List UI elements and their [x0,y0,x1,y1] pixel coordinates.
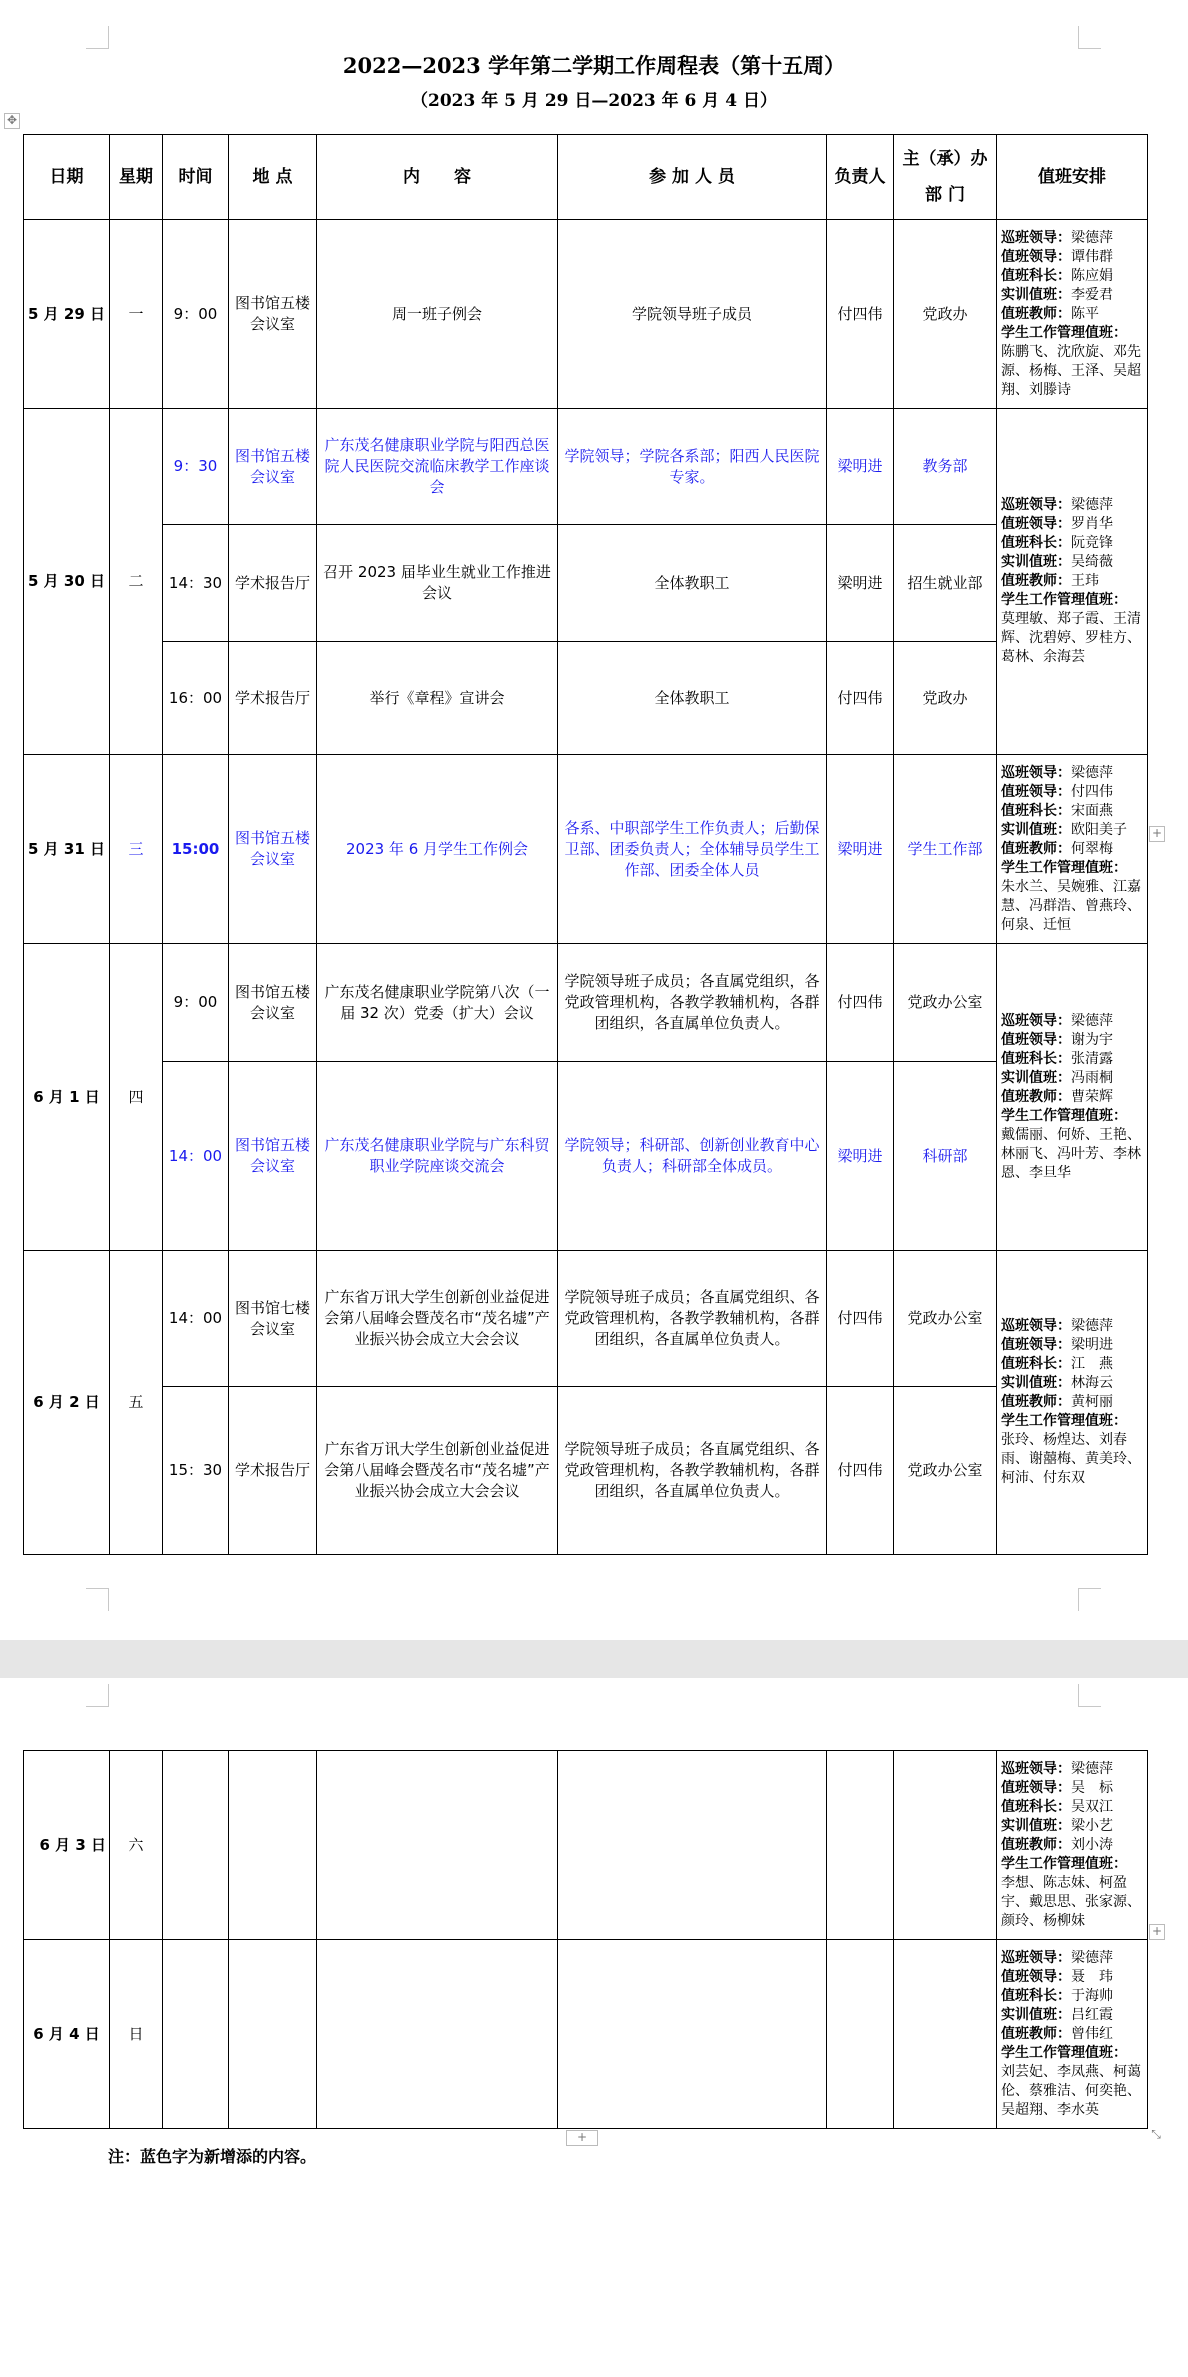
weekday-cell: 二 [110,409,163,755]
time-cell: 14：00 [163,1251,229,1387]
dept-cell: 党政办公室 [894,1387,997,1555]
weekday-cell: 日 [110,1940,163,2129]
weekday-cell: 六 [110,1751,163,1940]
leader-cell: 梁明进 [827,755,894,944]
table-move-handle-icon[interactable]: ✥ [4,113,20,129]
content-cell: 广东省万讯大学生创新创业益促进会第八届峰会暨茂名市“茂名墟”产业振兴协会成立大会会议 [317,1387,558,1555]
leader-cell: 梁明进 [827,1062,894,1251]
table-row [24,409,1148,525]
place-cell: 图书馆七楼会议室 [229,1251,317,1387]
schedule-table [23,134,1148,1555]
header-participants: 参 加 人 员 [558,135,827,220]
header-leader: 负责人 [827,135,894,220]
time-cell: 9：00 [163,220,229,409]
date-cell: 6 月 4 日 [24,1940,110,2129]
participants-cell: 学院领导班子成员；各直属党组织，各党政管理机构，各教学教辅机构，各群团组织，各直属单位负责人。 [558,944,827,1062]
content-cell: 广东茂名健康职业学院与广东科贸职业学院座谈交流会 [317,1062,558,1251]
date-cell: 5 月 31 日 [24,755,110,944]
page-corner-mark [86,26,109,49]
dept-cell [894,1751,997,1940]
page-separator [0,1640,1188,1678]
weekday-cell: 四 [110,944,163,1251]
page-corner-mark [1078,26,1101,49]
time-cell: 9：00 [163,944,229,1062]
participants-cell: 全体教职工 [558,525,827,642]
content-cell: 召开 2023 届毕业生就业工作推进会议 [317,525,558,642]
dept-cell: 科研部 [894,1062,997,1251]
date-cell: 5 月 30 日 [24,409,110,755]
participants-cell [558,1940,827,2129]
document-page-2 [0,1678,1188,2377]
participants-cell: 学院领导班子成员 [558,220,827,409]
place-cell: 学术报告厅 [229,525,317,642]
participants-cell: 学院领导班子成员；各直属党组织、各党政管理机构，各教学教辅机构，各群团组织，各直属单位负责人。 [558,1251,827,1387]
date-cell: 6 月 1 日 [24,944,110,1251]
place-cell: 图书馆五楼会议室 [229,220,317,409]
dept-cell: 党政办公室 [894,944,997,1062]
schedule-table-continued [23,1750,1148,2129]
page-corner-mark [1078,1588,1101,1611]
footnote: 注：蓝色字为新增添的内容。 [108,2147,317,2166]
dept-cell: 教务部 [894,409,997,525]
header-duty: 值班安排 [997,135,1148,220]
dept-cell: 学生工作部 [894,755,997,944]
participants-cell: 全体教职工 [558,642,827,755]
content-cell: 广东茂名健康职业学院第八次（一届 32 次）党委（扩大）会议 [317,944,558,1062]
place-cell: 图书馆五楼会议室 [229,409,317,525]
time-cell [163,1940,229,2129]
dept-cell: 党政办 [894,642,997,755]
duty-cell: 巡班领导：梁德萍 值班领导：聂 玮 值班科长：于海帅 实训值班：吕红霞 值班教师：曾伟红 学生工作管理值班： 刘芸妃、李凤燕、柯蔼伦、蔡雅洁、何奕艳、吴超翔、李水英 [997,1940,1148,2129]
weekday-cell: 五 [110,1251,163,1555]
time-cell: 14：30 [163,525,229,642]
table-row [24,1387,1148,1555]
page-corner-mark [1078,1684,1101,1707]
place-cell [229,1751,317,1940]
page-corner-mark [86,1684,109,1707]
time-cell: 15：30 [163,1387,229,1555]
content-cell [317,1940,558,2129]
place-cell [229,1940,317,2129]
page-corner-mark [86,1588,109,1611]
leader-cell: 付四伟 [827,1387,894,1555]
time-cell: 16：00 [163,642,229,755]
content-cell [317,1751,558,1940]
participants-cell: 学院领导；学院各系部；阳西人民医院专家。 [558,409,827,525]
table-row [24,1251,1148,1387]
duty-cell: 巡班领导：梁德萍 值班领导：罗肖华 值班科长：阮竞锋 实训值班：吴绮薇 值班教师：王玮 学生工作管理值班： 莫理敏、郑子霞、王清辉、沈碧婷、罗桂方、葛林、余海芸 [997,409,1148,755]
add-row-bottom-plus-icon[interactable]: + [566,2130,598,2146]
time-cell: 9：30 [163,409,229,525]
content-cell: 周一班子例会 [317,220,558,409]
place-cell: 学术报告厅 [229,642,317,755]
time-cell: 14：00 [163,1062,229,1251]
duty-cell: 巡班领导：梁德萍 值班领导：梁明进 值班科长：江 燕 实训值班：林海云 值班教师：黄柯丽 学生工作管理值班： 张玲、杨煌达、刘春雨、谢囍梅、黄美玲、柯沛、付东双 [997,1251,1148,1555]
leader-cell: 梁明进 [827,409,894,525]
date-cell: 5 月 29 日 [24,220,110,409]
table-row [24,525,1148,642]
weekday-cell: 三 [110,755,163,944]
content-cell: 举行《章程》宣讲会 [317,642,558,755]
dept-cell: 招生就业部 [894,525,997,642]
leader-cell: 付四伟 [827,944,894,1062]
leader-cell [827,1751,894,1940]
time-cell [163,1751,229,1940]
page-subtitle: （2023 年 5 月 29 日—2023 年 6 月 4 日） [411,91,777,111]
content-cell: 2023 年 6 月学生工作例会 [317,755,558,944]
time-cell: 15:00 [163,755,229,944]
table-row [24,944,1148,1062]
participants-cell: 学院领导班子成员；各直属党组织、各党政管理机构，各教学教辅机构，各群团组织，各直属单位负责人。 [558,1387,827,1555]
leader-cell [827,1940,894,2129]
leader-cell: 梁明进 [827,525,894,642]
header-weekday: 星期 [110,135,163,220]
date-cell: 6 月 3 日 [24,1751,110,1940]
dept-cell [894,1940,997,2129]
add-row-plus-icon[interactable]: + [1149,826,1165,842]
add-row-plus-icon[interactable]: + [1149,1924,1165,1940]
duty-cell: 巡班领导：梁德萍 值班领导：付四伟 值班科长：宋面燕 实训值班：欧阳美子 值班教师：何翠梅 学生工作管理值班： 朱水兰、吴婉雅、江嘉慧、冯群浩、曾燕玲、何泉、迁恒 [997,755,1148,944]
table-row [24,1751,1148,1940]
table-row [24,642,1148,755]
place-cell: 图书馆五楼会议室 [229,755,317,944]
content-cell: 广东省万讯大学生创新创业益促进会第八届峰会暨茂名市“茂名墟”产业振兴协会成立大会会议 [317,1251,558,1387]
header-place: 地 点 [229,135,317,220]
content-cell: 广东茂名健康职业学院与阳西总医院人民医院交流临床教学工作座谈会 [317,409,558,525]
place-cell: 图书馆五楼会议室 [229,1062,317,1251]
header-content: 内 容 [317,135,558,220]
table-row [24,1940,1148,2129]
header-time: 时间 [163,135,229,220]
participants-cell: 学院领导；科研部、创新创业教育中心负责人；科研部全体成员。 [558,1062,827,1251]
table-row [24,755,1148,944]
place-cell: 图书馆五楼会议室 [229,944,317,1062]
header-dept: 主（承）办部 门 [894,135,997,220]
participants-cell [558,1751,827,1940]
leader-cell: 付四伟 [827,642,894,755]
table-row [24,1062,1148,1251]
duty-cell: 巡班领导：梁德萍 值班领导：吴 标 值班科长：吴双江 实训值班：梁小艺 值班教师：刘小涛 学生工作管理值班： 李想、陈志妹、柯盈宇、戴思思、张家源、颜玲、杨柳妹 [997,1751,1148,1940]
leader-cell: 付四伟 [827,220,894,409]
dept-cell: 党政办公室 [894,1251,997,1387]
participants-cell: 各系、中职部学生工作负责人；后勤保卫部、团委负责人；全体辅导员学生工作部、团委全体人员 [558,755,827,944]
place-cell: 学术报告厅 [229,1387,317,1555]
weekday-cell: 一 [110,220,163,409]
date-cell: 6 月 2 日 [24,1251,110,1555]
table-row [24,220,1148,409]
header-date: 日期 [24,135,110,220]
duty-cell: 巡班领导：梁德萍 值班领导：谢为宇 值班科长：张清露 实训值班：冯雨桐 值班教师：曹荣辉 学生工作管理值班： 戴儒丽、何娇、王艳、林丽飞、冯叶芳、李林恩、李旦华 [997,944,1148,1251]
table-resize-icon[interactable]: ⤡ [1149,2128,1163,2142]
dept-cell: 党政办 [894,220,997,409]
duty-cell: 巡班领导：梁德萍 值班领导：谭伟群 值班科长：陈应娟 实训值班：李爱君 值班教师：陈平 学生工作管理值班： 陈鹏飞、沈欣旋、邓先源、杨梅、王泽、吴超翔、刘滕诗 [997,220,1148,409]
page-title: 2022—2023 学年第二学期工作周程表（第十五周） [342,53,846,78]
table-header-row [24,135,1148,220]
leader-cell: 付四伟 [827,1251,894,1387]
